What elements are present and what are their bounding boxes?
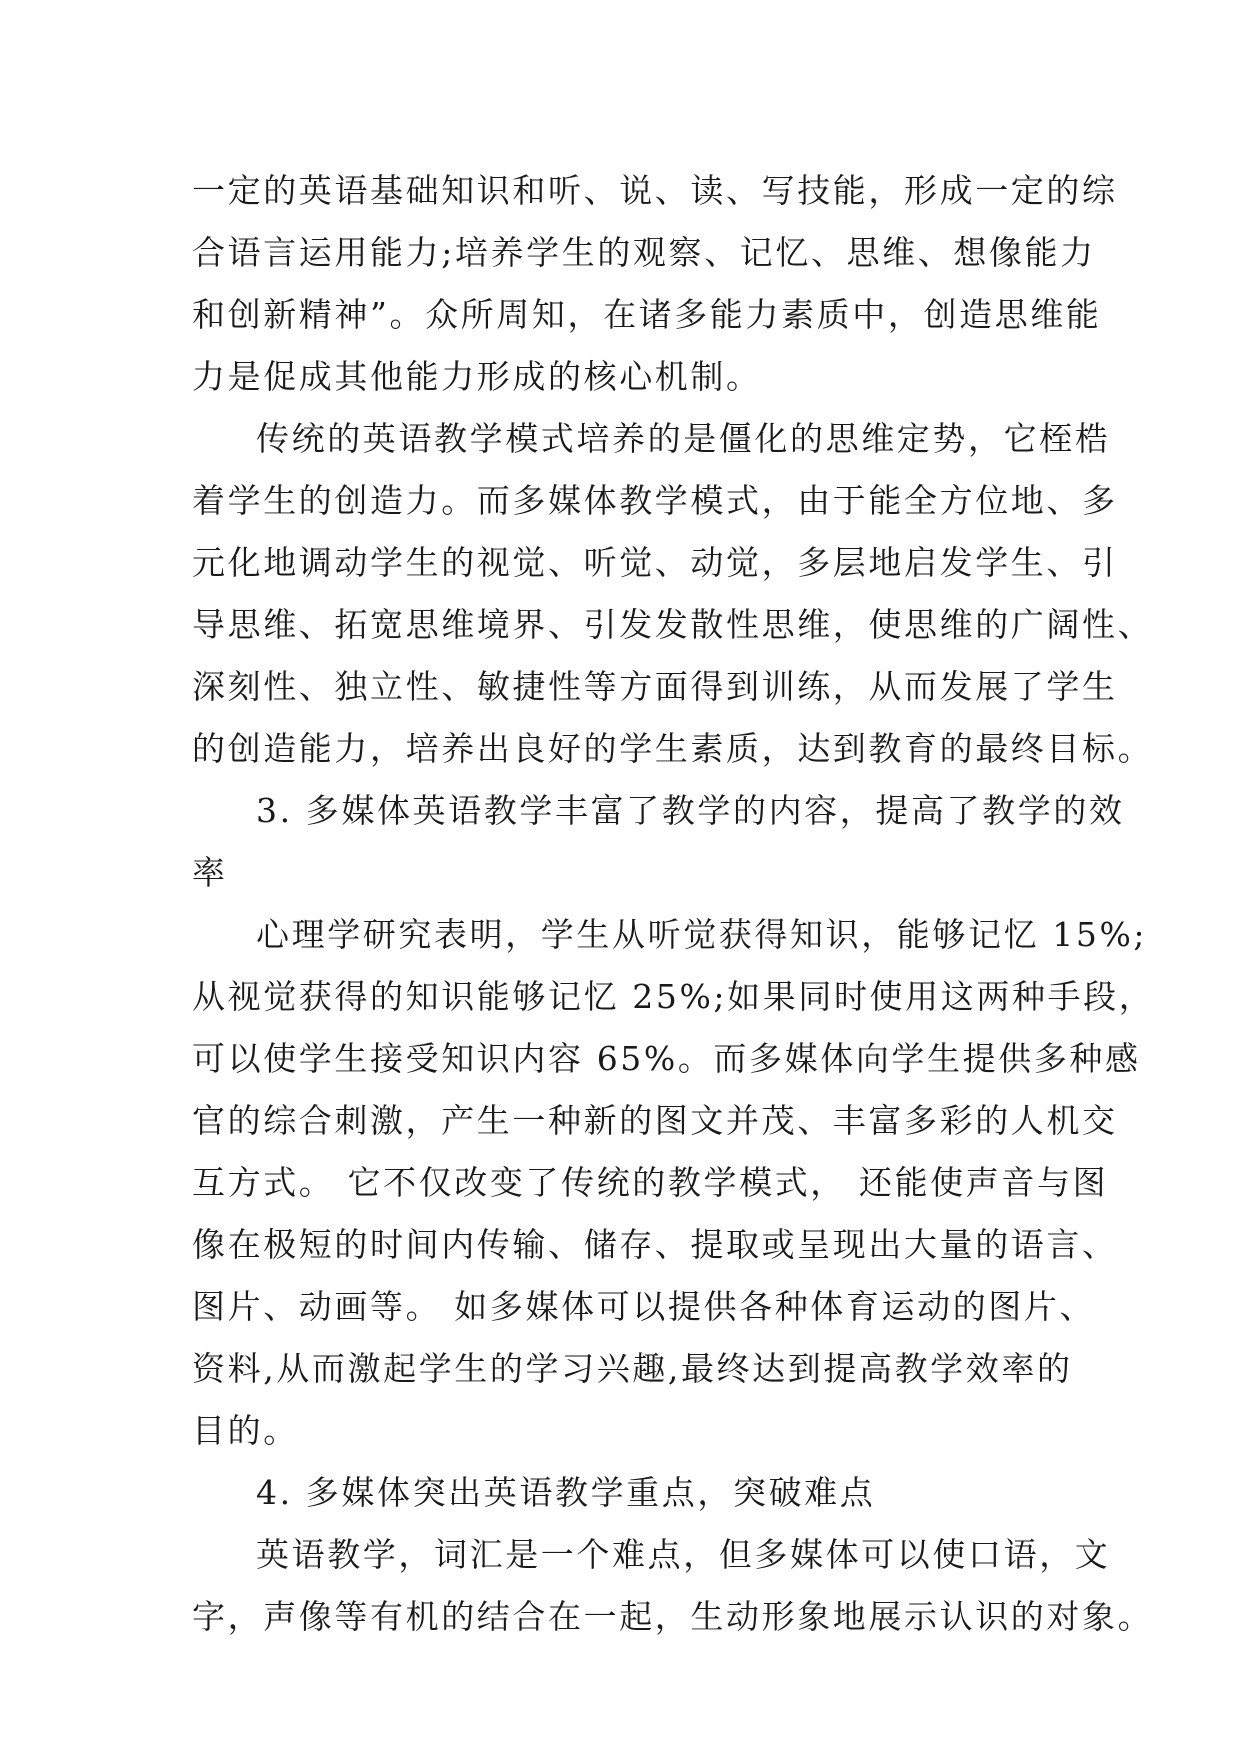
text-line: 导思维、拓宽思维境界、引发发散性思维，使思维的广阔性、 (192, 605, 1154, 644)
text-line: 4. 多媒体突出英语教学重点，突破难点 (256, 1473, 876, 1512)
text-line: 资料,从而激起学生的学习兴趣,最终达到提高教学效率的 (192, 1349, 1073, 1388)
text-line: 力是促成其他能力形成的核心机制。 (192, 357, 762, 396)
text-line: 和创新精神”。众所周知，在诸多能力素质中，创造思维能 (192, 295, 1102, 334)
text-line: 字，声像等有机的结合在一起，生动形象地展示认识的对象。 (192, 1597, 1154, 1636)
text-line: 图片、动画等。 如多媒体可以提供各种体育运动的图片、 (192, 1287, 1096, 1326)
text-line: 心理学研究表明，学生从听觉获得知识，能够记忆 15%; (256, 915, 1148, 954)
text-line: 深刻性、独立性、敏捷性等方面得到训练，从而发展了学生 (192, 667, 1118, 706)
text-line: 率 (192, 853, 228, 892)
text-line: 互方式。 它不仅改变了传统的教学模式， 还能使声音与图 (192, 1163, 1109, 1202)
text-line: 像在极短的时间内传输、储存、提取或呈现出大量的语言、 (192, 1225, 1118, 1264)
text-line: 元化地调动学生的视觉、听觉、动觉，多层地启发学生、引 (192, 543, 1118, 582)
text-line: 英语教学，词汇是一个难点，但多媒体可以使口语，文 (256, 1535, 1111, 1574)
text-line: 着学生的创造力。而多媒体教学模式，由于能全方位地、多 (192, 481, 1118, 520)
document-body (192, 160, 1155, 1648)
text-line: 的创造能力，培养出良好的学生素质，达到教育的最终目标。 (192, 729, 1154, 768)
text-line: 可以使学生接受知识内容 65%。而多媒体向学生提供多种感 (192, 1039, 1141, 1078)
text-line: 从视觉获得的知识能够记忆 25%;如果同时使用这两种手段， (192, 977, 1155, 1016)
text-line: 合语言运用能力;培养学生的观察、记忆、思维、想像能力 (192, 233, 1096, 272)
text-line: 一定的英语基础知识和听、说、读、写技能，形成一定的综 (192, 171, 1118, 210)
text-line: 3. 多媒体英语教学丰富了教学的内容，提高了教学的效 (256, 791, 1125, 830)
text-line: 目的。 (192, 1411, 299, 1450)
text-line: 传统的英语教学模式培养的是僵化的思维定势，它桎梏 (256, 419, 1111, 458)
text-line: 官的综合刺激，产生一种新的图文并茂、丰富多彩的人机交 (192, 1101, 1118, 1140)
